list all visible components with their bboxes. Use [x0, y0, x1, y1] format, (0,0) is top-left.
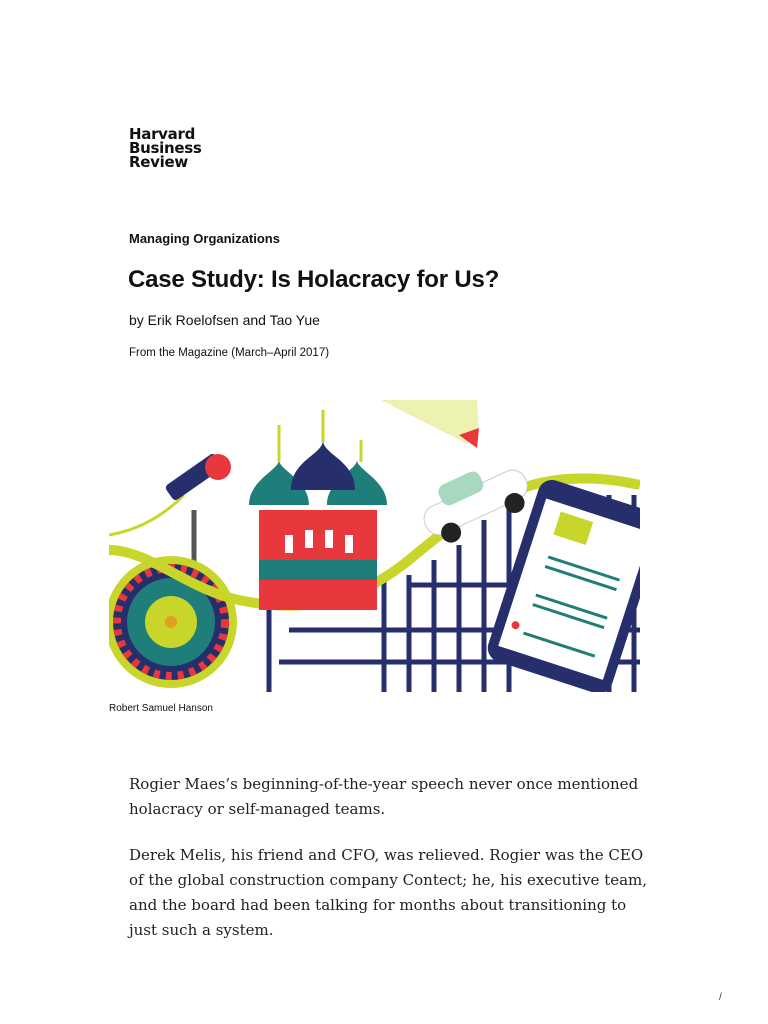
- magazine-source: From the Magazine (March–April 2017): [129, 347, 330, 359]
- hbr-logo[interactable]: [129, 127, 202, 169]
- microphone-head: [205, 454, 231, 480]
- illustration-svg: [109, 400, 640, 692]
- byline: by Erik Roelofsen and Tao Yue: [129, 312, 320, 328]
- article-illustration: [109, 400, 640, 692]
- image-credit: Robert Samuel Hanson: [109, 703, 213, 714]
- page-number: /: [719, 992, 722, 1003]
- body-paragraph-2: Derek Melis, his friend and CFO, was relieved. Rogier was the CEO of the global construction company Contect; he, his executive team, and the board had been talking for months about transitioning to just such a system.: [129, 846, 648, 939]
- section-link[interactable]: Managing Organizations: [129, 231, 280, 246]
- body-paragraph-1: Rogier Maes’s beginning-of-the-year speech never once mentioned holacracy or self-managed teams.: [129, 775, 639, 818]
- cathedral: [249, 410, 387, 610]
- logo-line-2: Business: [129, 139, 202, 157]
- logo-line-3: Review: [129, 153, 188, 171]
- logo-line-1: Harvard: [129, 125, 196, 143]
- article-title: Case Study: Is Holacracy for Us?: [128, 266, 500, 293]
